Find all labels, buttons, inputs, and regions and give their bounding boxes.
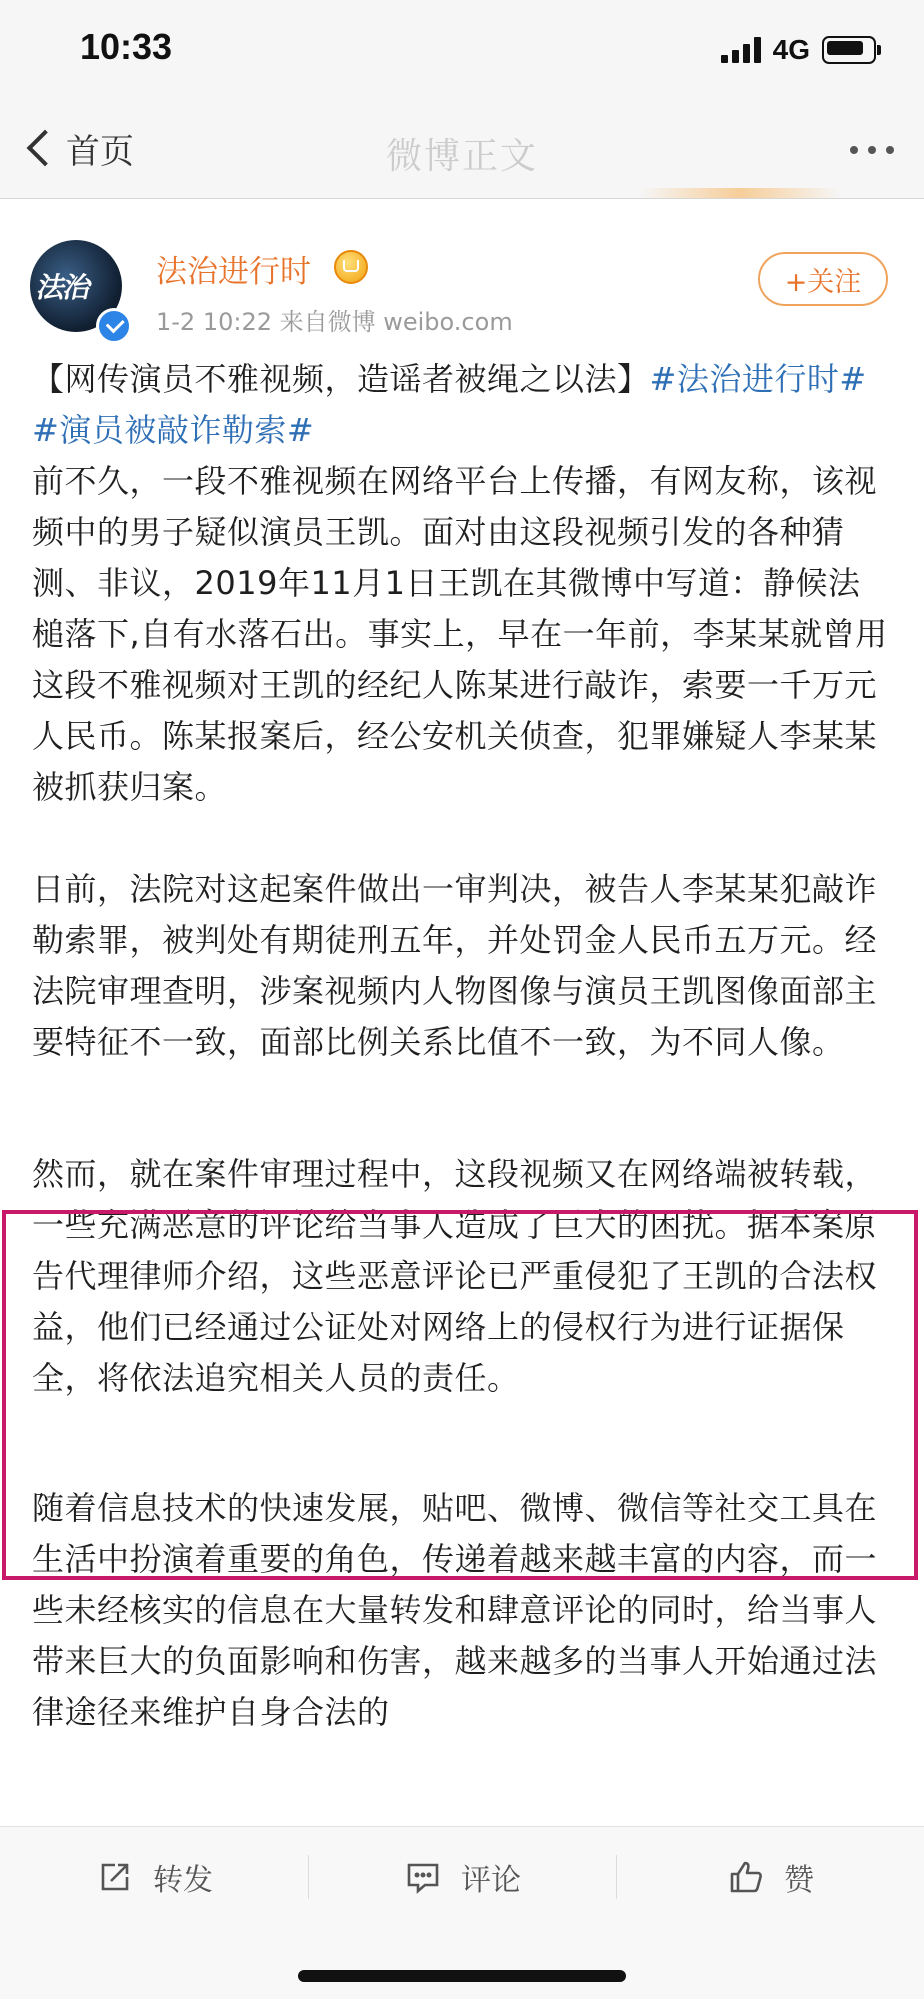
repost-button[interactable] xyxy=(0,1827,308,1927)
hashtag-link[interactable]: #法治进行时# xyxy=(649,360,867,398)
paragraph-3: 然而，就在案件审理过程中，这段视频又在网络端被转载，一些充满恶意的评论给当事人造成了巨大的困扰。据本案原告代理律师介绍，这些恶意评论已严重侵犯了王凯的合法权益，他们已经通过公证处对网络上的侵权行为进行证据保全，将依法追究相关人员的责任。 xyxy=(32,1155,878,1397)
post-header xyxy=(0,198,924,348)
comment-icon xyxy=(403,1857,443,1897)
paragraph-1: 前不久，一段不雅视频在网络平台上传播，有网友称，该视频中的男子疑似演员王凯。面对由这段视频引发的各种猜测、非议，2019年11月1日王凯在其微博中写道：静候法槌落下,自有水落石出。事实上，早在一年前，李某某就曾用这段不雅视频对王凯的经纪人陈某进行敲诈，索要一千万元人民币。陈某报案后，经公安机关侦查，犯罪嫌疑人李某某被抓获归案。 xyxy=(32,462,888,806)
status-bar xyxy=(0,0,924,100)
verified-badge-icon xyxy=(96,308,132,344)
back-label: 首页 xyxy=(66,131,134,172)
like-label: 赞 xyxy=(784,1863,814,1898)
home-indicator xyxy=(298,1970,626,1982)
crown-badge-icon xyxy=(334,250,368,284)
follow-button[interactable]: +关注 xyxy=(758,252,888,306)
battery-icon xyxy=(822,36,876,64)
thumbs-up-icon xyxy=(726,1857,766,1897)
post-title-line xyxy=(32,354,892,456)
paragraph-2: 日前，法院对这起案件做出一审判决，被告人李某某犯敲诈勒索罪，被判处有期徒刑五年，并处罚金人民币五万元。经法院审理查明，涉案视频内人物图像与演员王凯图像面部主要特征不一致，面部比例关系比值不一致，为不同人像。 xyxy=(32,870,878,1061)
bottom-toolbar xyxy=(0,1826,924,1927)
signal-icon xyxy=(721,37,761,63)
nav-bar xyxy=(0,100,924,199)
status-time: 10:33 xyxy=(80,26,173,67)
hashtag-link[interactable]: #演员被敲诈勒索# xyxy=(32,411,315,449)
post-meta: 1-2 10:22 来自微博 weibo.com xyxy=(156,308,513,336)
paragraph-4: 随着信息技术的快速发展，贴吧、微博、微信等社交工具在生活中扮演着重要的角色，传递着越来越丰富的内容，而一些未经核实的信息在大量转发和肆意评论的同时，给当事人带来巨大的负面影响和伤害，越来越多的当事人开始通过法律途径来维护自身合法的 xyxy=(32,1489,878,1731)
author-name[interactable]: 法治进行时 xyxy=(156,254,311,290)
page-title: 微博正文 xyxy=(385,136,538,177)
post-title: 【网传演员不雅视频，造谣者被绳之以法】 xyxy=(32,360,650,398)
comment-label: 评论 xyxy=(461,1863,521,1898)
avatar-logo-text: 法治 xyxy=(34,271,94,304)
network-type: 4G xyxy=(772,34,810,65)
status-icons xyxy=(721,34,876,66)
like-button[interactable] xyxy=(616,1827,924,1927)
more-options-icon[interactable] xyxy=(850,146,894,154)
post-content xyxy=(32,354,892,1738)
repost-icon xyxy=(95,1857,135,1897)
bottom-safe-area xyxy=(0,1926,924,1999)
repost-label: 转发 xyxy=(153,1863,213,1898)
comment-button[interactable] xyxy=(308,1827,616,1927)
